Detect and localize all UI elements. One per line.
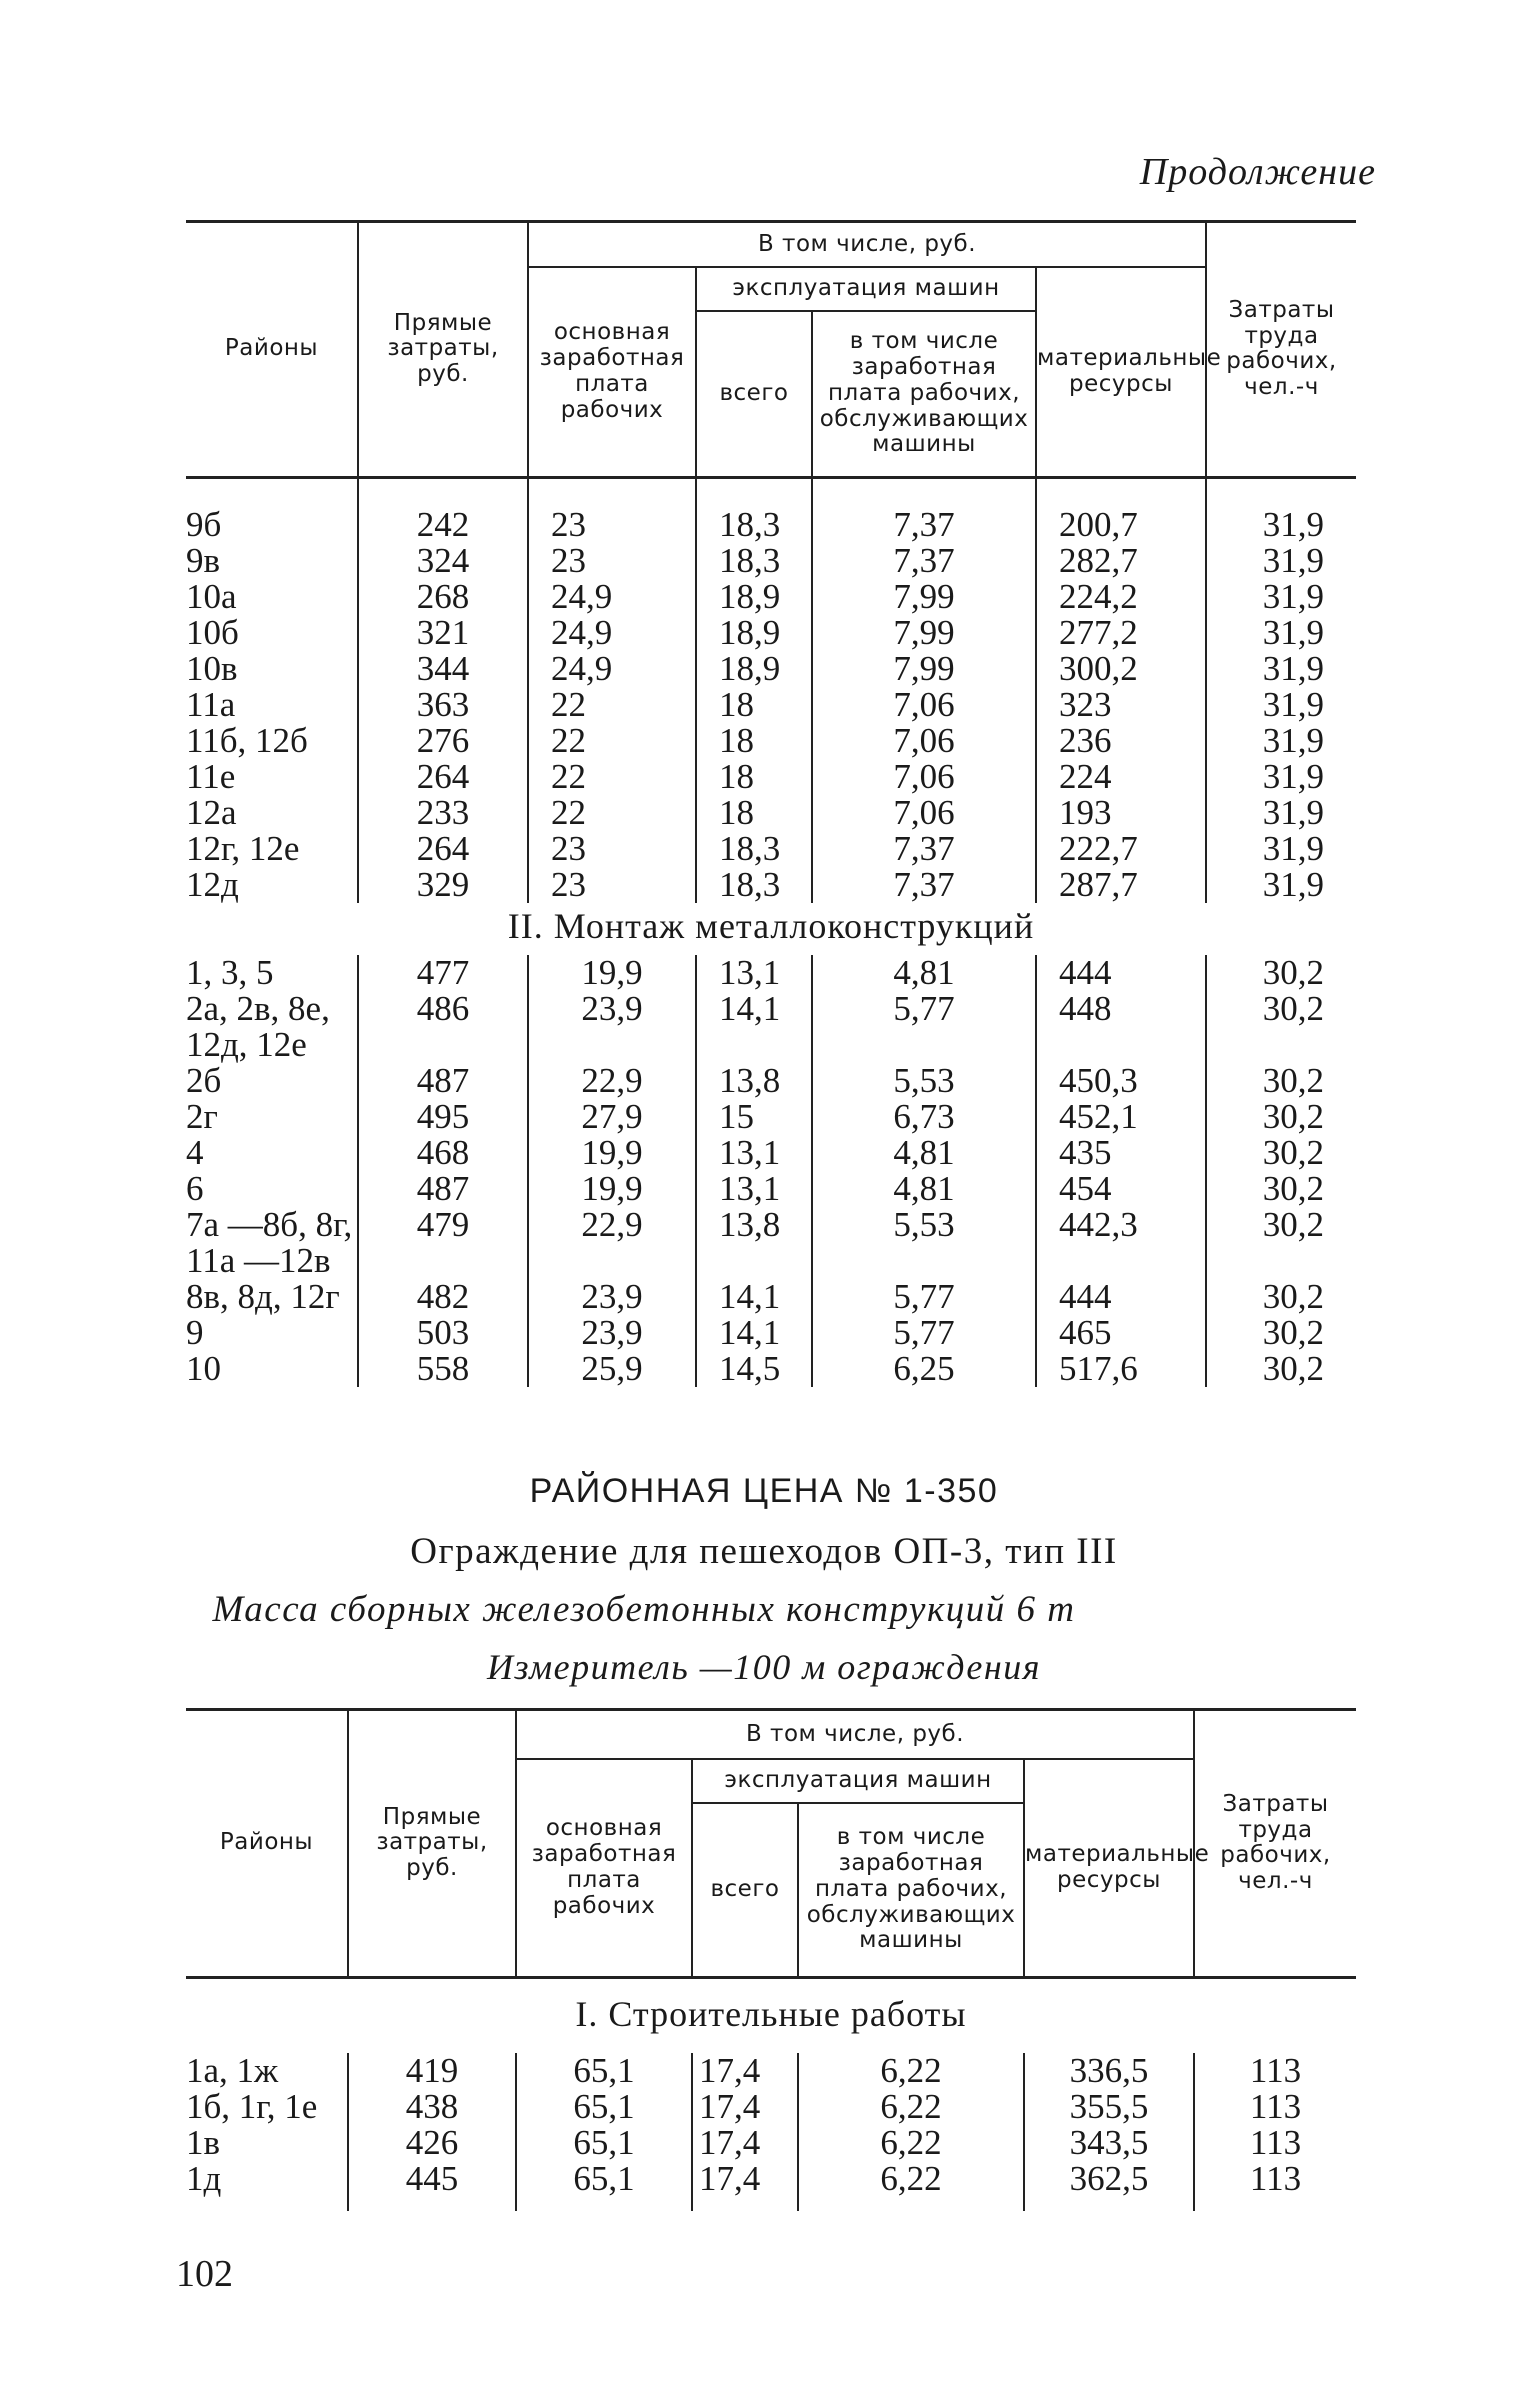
header-zatraty-truda: Затраты труда рабочих, чел.-ч bbox=[1206, 223, 1356, 477]
cell-vsego: 14,1 bbox=[696, 1279, 812, 1315]
cell-zarplata-mash: 7,99 bbox=[812, 651, 1036, 687]
cell-rayon: 2б bbox=[186, 1060, 222, 1100]
cell-trud: 30,2 bbox=[1206, 1063, 1356, 1099]
table-row bbox=[186, 579, 1356, 615]
cost-table-2 bbox=[186, 1708, 1356, 2211]
cell-zarplata-mash: 6,73 bbox=[812, 1099, 1036, 1135]
cell-trud: 31,9 bbox=[1206, 759, 1356, 795]
table-row bbox=[186, 795, 1356, 831]
table-row bbox=[186, 831, 1356, 867]
table-row bbox=[186, 1351, 1356, 1387]
cell-rayon: 11а bbox=[186, 684, 236, 724]
cell-pryamye: 487 bbox=[358, 1063, 528, 1099]
cell-pryamye: 486 bbox=[358, 991, 528, 1063]
cell-material: 454 bbox=[1036, 1171, 1206, 1207]
cell-rayon: 1б, 1г, 1е bbox=[186, 2086, 318, 2126]
section-heading-stroitelnye: I. Строительные работы bbox=[575, 1993, 967, 2034]
cell-osnovnaya: 24,9 bbox=[528, 651, 696, 687]
header-vsego: всего bbox=[692, 1803, 798, 1977]
table-row bbox=[186, 1135, 1356, 1171]
cell-vsego: 13,1 bbox=[696, 955, 812, 991]
page-number: 102 bbox=[176, 2253, 233, 2295]
table-row bbox=[186, 2089, 1356, 2125]
cell-vsego: 14,1 bbox=[696, 1315, 812, 1351]
cell-zarplata-mash: 6,25 bbox=[812, 1351, 1036, 1387]
cell-material: 465 bbox=[1036, 1315, 1206, 1351]
table-row bbox=[186, 2161, 1356, 2197]
cell-zarplata-mash: 5,53 bbox=[812, 1063, 1036, 1099]
table-row bbox=[186, 1279, 1356, 1315]
cell-trud: 113 bbox=[1194, 2053, 1356, 2089]
cell-pryamye: 558 bbox=[358, 1351, 528, 1387]
cell-vsego: 13,1 bbox=[696, 1171, 812, 1207]
table-row bbox=[186, 867, 1356, 903]
cell-vsego: 18,3 bbox=[696, 507, 812, 543]
cell-osnovnaya: 24,9 bbox=[528, 615, 696, 651]
cell-zarplata-mash: 7,06 bbox=[812, 687, 1036, 723]
cell-rayon: 4 bbox=[186, 1132, 204, 1172]
cell-material: 343,5 bbox=[1024, 2125, 1194, 2161]
cell-vsego: 18,3 bbox=[696, 543, 812, 579]
table-row bbox=[186, 615, 1356, 651]
table-row bbox=[186, 2053, 1356, 2089]
section-heading-row bbox=[186, 1979, 1356, 2053]
measure-line: Измеритель —100 м ограждения bbox=[487, 1647, 1041, 1687]
cell-vsego: 18,9 bbox=[696, 651, 812, 687]
cell-rayon: 12г, 12е bbox=[186, 828, 300, 868]
header-osnovnaya-zarplata: основная заработная плата рабочих bbox=[516, 1759, 692, 1977]
header-vsego: всего bbox=[696, 311, 812, 477]
cell-trud: 31,9 bbox=[1206, 723, 1356, 759]
table-row bbox=[186, 651, 1356, 687]
table-row bbox=[186, 2125, 1356, 2161]
cell-osnovnaya: 19,9 bbox=[528, 1135, 696, 1171]
cell-trud: 113 bbox=[1194, 2161, 1356, 2197]
price-title: РАЙОННАЯ ЦЕНА № 1-350 bbox=[529, 1472, 999, 1510]
cell-material: 224,2 bbox=[1036, 579, 1206, 615]
header-pryamye-zatraty: Прямые затраты, руб. bbox=[358, 223, 528, 477]
cell-pryamye: 324 bbox=[358, 543, 528, 579]
cell-material: 355,5 bbox=[1024, 2089, 1194, 2125]
cell-trud: 30,2 bbox=[1206, 1171, 1356, 1207]
cell-zarplata-mash: 4,81 bbox=[812, 955, 1036, 991]
cell-vsego: 13,1 bbox=[696, 1135, 812, 1171]
cost-table-1 bbox=[186, 220, 1356, 1387]
cell-trud: 31,9 bbox=[1206, 795, 1356, 831]
cell-osnovnaya: 23 bbox=[528, 867, 696, 903]
header-rayony: Районы bbox=[219, 1829, 314, 1856]
cell-zarplata-mash: 7,37 bbox=[812, 831, 1036, 867]
cell-material: 517,6 bbox=[1036, 1351, 1206, 1387]
cell-pryamye: 438 bbox=[348, 2089, 516, 2125]
cell-zarplata-mash: 7,06 bbox=[812, 795, 1036, 831]
cell-rayon: 2г bbox=[186, 1096, 218, 1136]
cell-material: 287,7 bbox=[1036, 867, 1206, 903]
header-v-tom-chisle: В том числе, руб. bbox=[528, 223, 1206, 267]
cell-rayon: 8в, 8д, 12г bbox=[186, 1276, 340, 1316]
cell-vsego: 14,5 bbox=[696, 1351, 812, 1387]
cell-osnovnaya: 22,9 bbox=[528, 1207, 696, 1279]
cell-trud: 31,9 bbox=[1206, 579, 1356, 615]
cell-vsego: 17,4 bbox=[692, 2125, 798, 2161]
header-materialnye: материальные ресурсы bbox=[1024, 1759, 1194, 1977]
cell-material: 222,7 bbox=[1036, 831, 1206, 867]
header-ekspluatatsiya: эксплуатация машин bbox=[696, 267, 1036, 311]
cell-zarplata-mash: 6,22 bbox=[798, 2125, 1024, 2161]
cell-vsego: 18 bbox=[696, 759, 812, 795]
cell-pryamye: 482 bbox=[358, 1279, 528, 1315]
table-row bbox=[186, 1315, 1356, 1351]
header-zarplata-mashinistov: в том числе заработная плата рабочих, обслуживающих машины bbox=[812, 311, 1036, 477]
cell-material: 236 bbox=[1036, 723, 1206, 759]
cell-zarplata-mash: 6,22 bbox=[798, 2053, 1024, 2089]
header-rayony: Районы bbox=[224, 335, 319, 362]
cell-trud: 31,9 bbox=[1206, 543, 1356, 579]
cell-trud: 113 bbox=[1194, 2089, 1356, 2125]
cell-zarplata-mash: 7,99 bbox=[812, 615, 1036, 651]
cell-osnovnaya: 23,9 bbox=[528, 1315, 696, 1351]
cell-trud: 31,9 bbox=[1206, 615, 1356, 651]
cell-pryamye: 468 bbox=[358, 1135, 528, 1171]
header-osnovnaya-zarplata: основная заработная плата рабочих bbox=[528, 267, 696, 477]
cell-zarplata-mash: 7,37 bbox=[812, 507, 1036, 543]
cell-pryamye: 487 bbox=[358, 1171, 528, 1207]
cell-vsego: 18,9 bbox=[696, 615, 812, 651]
cell-trud: 30,2 bbox=[1206, 1135, 1356, 1171]
cell-rayon: 1в bbox=[186, 2122, 221, 2162]
cell-material: 450,3 bbox=[1036, 1063, 1206, 1099]
cell-rayon: 10в bbox=[186, 648, 238, 688]
cell-pryamye: 344 bbox=[358, 651, 528, 687]
cell-zarplata-mash: 7,06 bbox=[812, 759, 1036, 795]
cell-material: 200,7 bbox=[1036, 507, 1206, 543]
cell-vsego: 18,9 bbox=[696, 579, 812, 615]
cell-pryamye: 242 bbox=[358, 507, 528, 543]
table-row bbox=[186, 1171, 1356, 1207]
cell-rayon: 10б bbox=[186, 612, 239, 652]
cell-material: 362,5 bbox=[1024, 2161, 1194, 2197]
section-heading-row bbox=[186, 903, 1356, 955]
cell-zarplata-mash: 6,22 bbox=[798, 2089, 1024, 2125]
cell-vsego: 18 bbox=[696, 795, 812, 831]
cell-material: 444 bbox=[1036, 955, 1206, 991]
cell-material: 452,1 bbox=[1036, 1099, 1206, 1135]
cell-rayon: 6 bbox=[186, 1168, 204, 1208]
cell-pryamye: 363 bbox=[358, 687, 528, 723]
continuation-label: Продолжение bbox=[1139, 151, 1376, 193]
cell-osnovnaya: 23 bbox=[528, 543, 696, 579]
cell-osnovnaya: 23 bbox=[528, 507, 696, 543]
cell-osnovnaya: 23,9 bbox=[528, 1279, 696, 1315]
cell-material: 282,7 bbox=[1036, 543, 1206, 579]
table-row bbox=[186, 1207, 1356, 1279]
cell-rayon: 1а, 1ж bbox=[186, 2050, 279, 2090]
cell-material: 336,5 bbox=[1024, 2053, 1194, 2089]
cell-zarplata-mash: 4,81 bbox=[812, 1135, 1036, 1171]
header-ekspluatatsiya: эксплуатация машин bbox=[692, 1759, 1024, 1803]
cell-vsego: 18,3 bbox=[696, 831, 812, 867]
cell-pryamye: 268 bbox=[358, 579, 528, 615]
cell-pryamye: 495 bbox=[358, 1099, 528, 1135]
cell-pryamye: 329 bbox=[358, 867, 528, 903]
cell-trud: 113 bbox=[1194, 2125, 1356, 2161]
cell-osnovnaya: 23,9 bbox=[528, 991, 696, 1063]
table-row bbox=[186, 687, 1356, 723]
header-zarplata-mashinistov: в том числе заработная плата рабочих, обслуживающих машины bbox=[798, 1803, 1024, 1977]
cell-osnovnaya: 19,9 bbox=[528, 955, 696, 991]
cell-material: 435 bbox=[1036, 1135, 1206, 1171]
cell-rayon: 9в bbox=[186, 540, 221, 580]
cell-osnovnaya: 65,1 bbox=[516, 2089, 692, 2125]
cell-zarplata-mash: 7,99 bbox=[812, 579, 1036, 615]
cell-rayon: 1д bbox=[186, 2158, 222, 2198]
cell-rayon: 1, 3, 5 bbox=[186, 952, 274, 992]
cell-material: 442,3 bbox=[1036, 1207, 1206, 1279]
header-materialnye: материальные ресурсы bbox=[1036, 267, 1206, 477]
cell-material: 300,2 bbox=[1036, 651, 1206, 687]
cell-osnovnaya: 27,9 bbox=[528, 1099, 696, 1135]
cell-trud: 30,2 bbox=[1206, 1099, 1356, 1135]
cell-osnovnaya: 22 bbox=[528, 795, 696, 831]
header-pryamye-zatraty: Прямые затраты, руб. bbox=[348, 1711, 516, 1977]
cell-material: 277,2 bbox=[1036, 615, 1206, 651]
cell-rayon: 10 bbox=[186, 1348, 221, 1388]
cell-zarplata-mash: 5,77 bbox=[812, 991, 1036, 1063]
cell-material: 193 bbox=[1036, 795, 1206, 831]
table-row bbox=[186, 955, 1356, 991]
cell-rayon: 11б, 12б bbox=[186, 720, 308, 760]
cell-pryamye: 503 bbox=[358, 1315, 528, 1351]
cell-osnovnaya: 22 bbox=[528, 723, 696, 759]
cell-pryamye: 264 bbox=[358, 759, 528, 795]
cell-pryamye: 264 bbox=[358, 831, 528, 867]
cell-zarplata-mash: 5,77 bbox=[812, 1279, 1036, 1315]
cell-material: 323 bbox=[1036, 687, 1206, 723]
cell-osnovnaya: 22,9 bbox=[528, 1063, 696, 1099]
cell-trud: 31,9 bbox=[1206, 867, 1356, 903]
table-row bbox=[186, 1063, 1356, 1099]
cell-osnovnaya: 65,1 bbox=[516, 2125, 692, 2161]
header-zatraty-truda: Затраты труда рабочих, чел.-ч bbox=[1194, 1711, 1356, 1977]
cell-vsego: 17,4 bbox=[692, 2053, 798, 2089]
cell-pryamye: 426 bbox=[348, 2125, 516, 2161]
cell-zarplata-mash: 7,37 bbox=[812, 543, 1036, 579]
cell-trud: 31,9 bbox=[1206, 687, 1356, 723]
cell-zarplata-mash: 7,37 bbox=[812, 867, 1036, 903]
cell-rayon: 9б bbox=[186, 504, 222, 544]
cell-trud: 30,2 bbox=[1206, 1279, 1356, 1315]
cell-rayon: 2а, 2в, 8е, 12д, 12е bbox=[186, 988, 330, 1064]
cell-zarplata-mash: 6,22 bbox=[798, 2161, 1024, 2197]
cell-rayon: 9 bbox=[186, 1312, 204, 1352]
cell-osnovnaya: 19,9 bbox=[528, 1171, 696, 1207]
cell-osnovnaya: 65,1 bbox=[516, 2053, 692, 2089]
cell-pryamye: 419 bbox=[348, 2053, 516, 2089]
cell-vsego: 13,8 bbox=[696, 1063, 812, 1099]
header-v-tom-chisle: В том числе, руб. bbox=[516, 1711, 1194, 1759]
cell-trud: 31,9 bbox=[1206, 507, 1356, 543]
cell-rayon: 11е bbox=[186, 756, 236, 796]
table-row bbox=[186, 507, 1356, 543]
cell-vsego: 18 bbox=[696, 723, 812, 759]
cell-trud: 30,2 bbox=[1206, 1315, 1356, 1351]
cell-material: 444 bbox=[1036, 1279, 1206, 1315]
table-row bbox=[186, 723, 1356, 759]
cell-vsego: 14,1 bbox=[696, 991, 812, 1063]
cell-osnovnaya: 25,9 bbox=[528, 1351, 696, 1387]
section-heading-montazh: II. Монтаж металлоконструкций bbox=[507, 905, 1035, 946]
cell-osnovnaya: 22 bbox=[528, 687, 696, 723]
cell-trud: 30,2 bbox=[1206, 955, 1356, 991]
cell-vsego: 15 bbox=[696, 1099, 812, 1135]
cell-trud: 30,2 bbox=[1206, 1207, 1356, 1279]
cell-trud: 30,2 bbox=[1206, 1351, 1356, 1387]
table-row bbox=[186, 991, 1356, 1063]
cell-rayon: 12д bbox=[186, 864, 239, 904]
price-subtitle: Ограждение для пешеходов ОП-3, тип III bbox=[410, 1531, 1118, 1572]
table-row bbox=[186, 1099, 1356, 1135]
cell-osnovnaya: 24,9 bbox=[528, 579, 696, 615]
cell-pryamye: 477 bbox=[358, 955, 528, 991]
cell-zarplata-mash: 5,77 bbox=[812, 1315, 1036, 1351]
cell-trud: 31,9 bbox=[1206, 831, 1356, 867]
cell-osnovnaya: 65,1 bbox=[516, 2161, 692, 2197]
cell-material: 224 bbox=[1036, 759, 1206, 795]
cell-rayon: 7а —8б, 8г, 11а —12в bbox=[186, 1204, 353, 1280]
cell-vsego: 17,4 bbox=[692, 2161, 798, 2197]
cell-zarplata-mash: 5,53 bbox=[812, 1207, 1036, 1279]
cell-osnovnaya: 22 bbox=[528, 759, 696, 795]
cell-vsego: 18 bbox=[696, 687, 812, 723]
table-row bbox=[186, 543, 1356, 579]
cell-vsego: 18,3 bbox=[696, 867, 812, 903]
table-row bbox=[186, 759, 1356, 795]
cell-rayon: 12а bbox=[186, 792, 237, 832]
cell-osnovnaya: 23 bbox=[528, 831, 696, 867]
mass-line: Масса сборных железобетонных конструкций 6 т bbox=[212, 1589, 1076, 1630]
cell-pryamye: 233 bbox=[358, 795, 528, 831]
cell-rayon: 10а bbox=[186, 576, 237, 616]
cell-pryamye: 276 bbox=[358, 723, 528, 759]
cell-pryamye: 321 bbox=[358, 615, 528, 651]
cell-zarplata-mash: 7,06 bbox=[812, 723, 1036, 759]
cell-zarplata-mash: 4,81 bbox=[812, 1171, 1036, 1207]
cell-pryamye: 445 bbox=[348, 2161, 516, 2197]
cell-material: 448 bbox=[1036, 991, 1206, 1063]
cell-vsego: 13,8 bbox=[696, 1207, 812, 1279]
cell-pryamye: 479 bbox=[358, 1207, 528, 1279]
cell-trud: 30,2 bbox=[1206, 991, 1356, 1063]
cell-vsego: 17,4 bbox=[692, 2089, 798, 2125]
cell-trud: 31,9 bbox=[1206, 651, 1356, 687]
